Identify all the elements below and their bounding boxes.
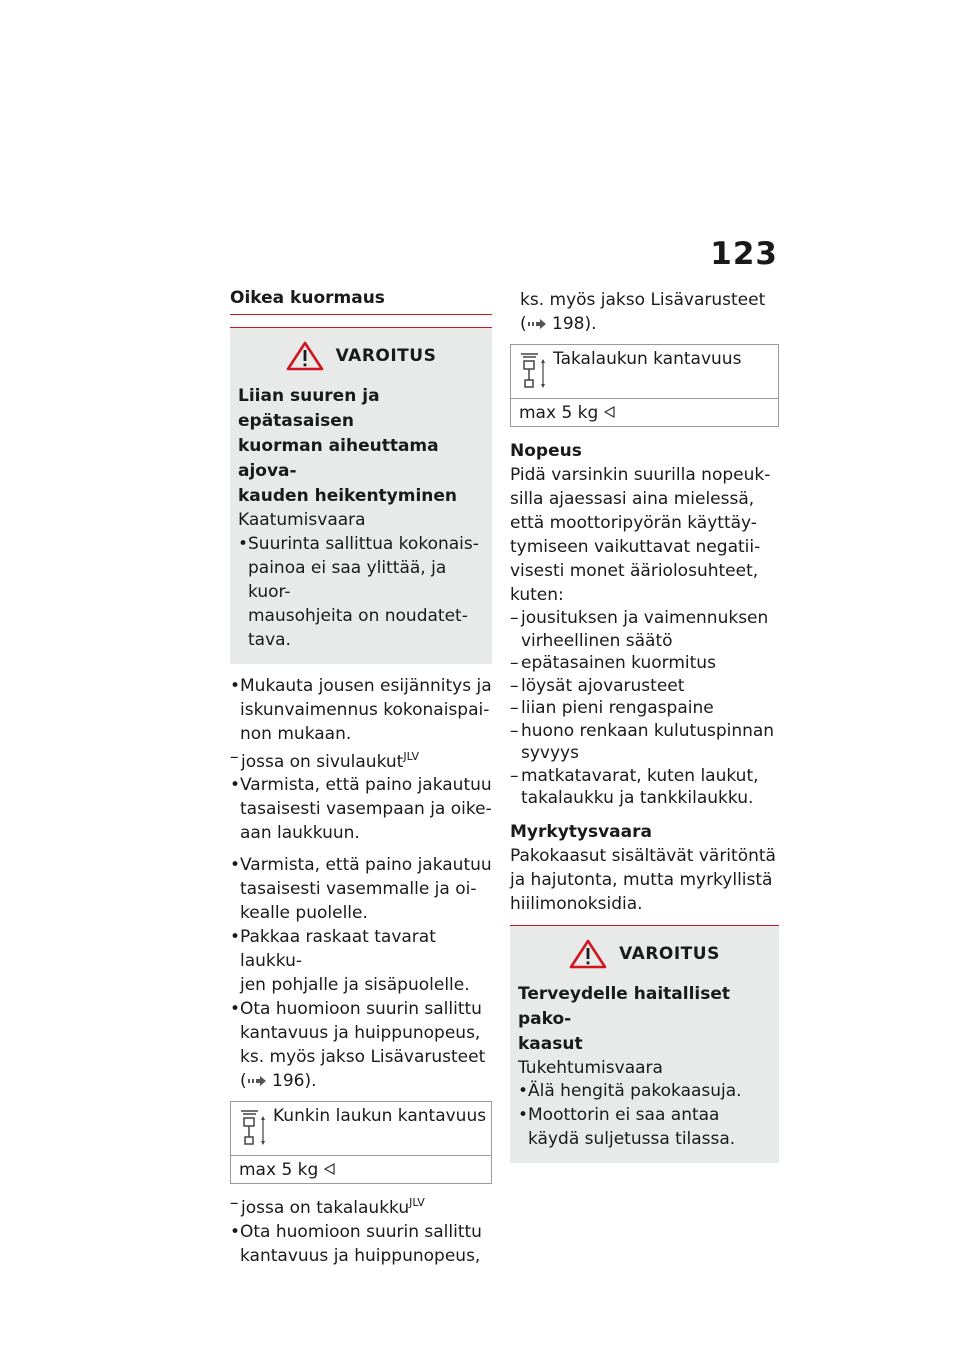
dash-item [510,607,779,652]
warning-title: VAROITUS [619,943,720,964]
model-superscript: JLV [403,749,420,763]
warning-triangle-icon [569,939,607,969]
dash-item [510,675,779,698]
warning-title: VAROITUS [335,346,437,366]
condition-line [230,1192,492,1220]
speed-heading: Nopeus [510,441,582,461]
text-line: painoa ei saa ylittää, ja kuor- [248,557,447,602]
bullet-marker: • [230,675,241,696]
model-superscript: JLV [409,1196,425,1209]
left-column [230,288,492,1268]
text-line: Varmista, että paino jakautuu [240,775,492,795]
text-line: epätasainen kuormitus [521,653,716,673]
load-capacity-box [230,1101,492,1184]
list-item [230,925,492,997]
list-item [230,674,492,746]
end-triangle-icon [604,406,615,418]
condition-text: jossa on takalaukku [241,1198,410,1218]
warning-heading-line: Liian suuren ja epätasaisen [238,386,380,431]
bullet-marker: • [518,1105,529,1125]
text-line: ja hajutonta, mutta myrkyllistä [510,869,773,890]
dash-marker: – [230,1193,239,1213]
text-line: hiilimonoksidia. [510,893,643,914]
text-line: huono renkaan kulutuspinnan [521,720,775,741]
dash-marker: – [510,765,519,786]
page-reference-number: 196). [272,1071,317,1091]
dash-item [510,720,779,765]
page-number: 123 [710,236,778,272]
text-line: non mukaan. [240,723,352,744]
list-item [230,773,492,845]
text-line: löysät ajovarusteet [521,675,685,696]
bullet-marker: • [230,775,241,795]
text-line: Varmista, että paino jakautuu [240,855,492,875]
warning-risk: Kaatumisvaara [238,510,366,530]
list-item [230,997,492,1093]
warning-heading-line: kaasut [518,1033,583,1054]
bullet-marker: • [230,855,241,875]
list-item [230,853,492,925]
text-line: mausohjeita on noudatet- [248,605,468,626]
bullet-marker: • [518,1081,529,1101]
page-reference[interactable]: ( 196). [240,1071,317,1091]
text-line: ks. myös jakso Lisävarusteet [240,1047,486,1067]
page-reference-number: 198). [552,314,597,334]
text-line: tava. [248,629,291,650]
load-capacity-value: max 5 kg [231,1156,491,1183]
warning-box [230,327,492,664]
text-line: Ota huomioon suurin sallittu [240,999,482,1019]
text-line: Moottorin ei saa antaa [528,1105,720,1125]
text-line: kealle puolelle. [240,903,368,923]
text-line: tasaisesti vasempaan ja oike- [240,799,492,819]
text-line: Suurinta sallittua kokonais- [248,533,479,554]
warning-heading-line: kuorman aiheuttama ajova- [238,436,439,481]
text-line: virheellinen säätö [521,630,673,651]
text-line: kantavuus ja huippunopeus, [240,1245,481,1266]
load-capacity-label: Takalaukun kantavuus [553,349,742,369]
text-line: että moottoripyörän käyttäy- [510,513,757,533]
text-line: käydä suljetussa tilassa. [528,1129,736,1149]
warning-box [510,925,779,1164]
text-line: jousituksen ja vaimennuksen [521,608,769,628]
dash-marker: – [230,746,239,767]
list-item-continuation [510,288,779,336]
text-line: tasaisesti vasemmalle ja oi- [240,879,477,899]
text-line: takalaukku ja tankkilaukku. [521,788,754,808]
dash-item [510,765,779,810]
page-reference[interactable]: ( 198). [520,314,597,334]
dash-item [510,652,779,675]
text-line: aan laukkuun. [240,823,360,843]
text-line: iskunvaimennus kokonaispai- [240,699,490,720]
weight-load-icon [518,350,546,390]
warning-bullet [518,1103,771,1151]
bullet-marker: • [230,999,241,1019]
text-line: Pidä varsinkin suurilla nopeuk- [510,465,771,485]
text-line: matkatavarat, kuten laukut, [521,765,759,786]
text-line: Ota huomioon suurin sallittu [240,1221,482,1242]
warning-header [230,328,492,384]
weight-load-icon [238,1107,266,1147]
bullet-marker: • [238,533,249,554]
warning-heading-line: kauden heikentyminen [238,486,458,506]
load-capacity-label: Kunkin laukun kantavuus [273,1106,487,1126]
text-line: ks. myös jakso Lisävarusteet [520,290,766,310]
warning-bullet [518,1079,771,1103]
load-capacity-value: max 5 kg [511,399,778,426]
text-line: Pakokaasut sisältävät väritöntä [510,845,776,866]
list-item [230,1220,492,1268]
dash-marker: – [510,720,519,741]
dash-marker: – [510,698,519,718]
text-line: Pakkaa raskaat tavarat laukku- [240,927,436,971]
poison-heading: Myrkytysvaara [510,821,652,842]
dash-marker: – [510,653,519,673]
load-capacity-box [510,344,779,427]
text-line: syvyys [521,743,579,763]
end-triangle-icon [324,1163,335,1175]
condition-line [230,746,492,774]
warning-bullet [238,532,484,652]
text-line: kuten: [510,585,564,605]
section-title: Oikea kuormaus [230,288,492,315]
text-line: tymiseen vaikuttavat negatii- [510,537,761,557]
poison-paragraph [510,844,779,916]
dash-marker: – [510,608,519,628]
bullet-marker: • [230,927,241,947]
arrow-right-icon [527,318,547,330]
bullet-marker: • [230,1221,241,1242]
text-line: Mukauta jousen esijännitys ja [240,675,492,696]
dash-item [510,697,779,720]
text-line: silla ajaessasi aina mielessä, [510,489,755,509]
warning-risk: Tukehtumisvaara [518,1057,663,1078]
text-line: visesti monet ääriolosuhteet, [510,561,759,581]
text-line: jen pohjalle ja sisäpuolelle. [240,975,470,995]
text-line: Älä hengitä pakokaasuja. [528,1081,742,1101]
warning-heading-line: Terveydelle haitalliset pako- [518,983,731,1029]
dash-marker: – [510,675,519,696]
text-line: kantavuus ja huippunopeus, [240,1023,481,1043]
text-line: liian pieni rengaspaine [521,698,714,718]
warning-header [510,926,779,982]
warning-triangle-icon [286,341,324,371]
arrow-right-icon [247,1075,267,1087]
condition-text: jossa on sivulaukut [241,751,404,772]
speed-paragraph [510,463,779,607]
right-column [510,288,779,1163]
